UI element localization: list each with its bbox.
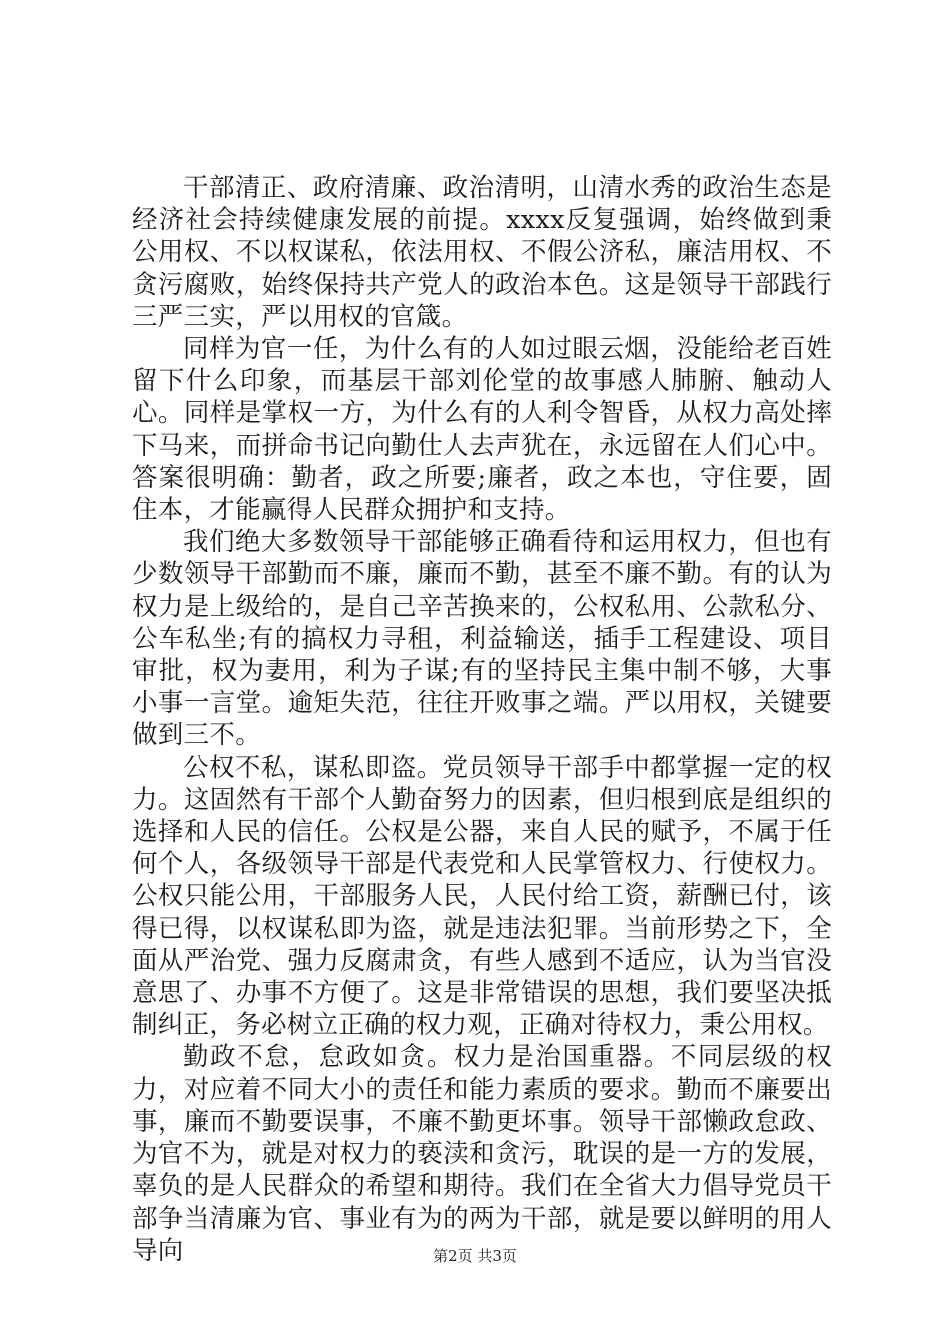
paragraph-5: 勤政不怠，怠政如贪。权力是治国重器。不同层级的权力，对应着不同大小的责任和能力素质的要求。勤而不廉要出事，廉而不勤要误事，不廉不勤更坏事。领导干部懒政怠政、为官不为，就是对权力的亵渎和贪污，耽误的是一方的发展，辜负的是人民群众的希望和期待。我们在全省大力倡导党员干部争当清廉为官、事业有为的两为干部，就是要以鲜明的用人导向 (132, 1042, 832, 1266)
page-footer (0, 1245, 950, 1266)
paragraph-2: 同样为官一任，为什么有的人如过眼云烟，没能给老百姓留下什么印象，而基层干部刘伦堂的故事感人肺腑、触动人心。同样是掌权一方，为什么有的人利令智昏，从权力高处摔下马来，而拼命书记向勤仕人去声犹在，永远留在人们心中。答案很明确：勤者，政之所要;廉者，政之本也，守住要，固住本，才能赢得人民群众拥护和支持。 (132, 334, 832, 526)
paragraph-4: 公权不私，谋私即盗。党员领导干部手中都掌握一定的权力。这固然有干部个人勤奋努力的因素，但归根到底是组织的选择和人民的信任。公权是公器，来自人民的赋予，不属于任何个人，各级领导干部是代表党和人民掌管权力、行使权力。公权只能公用，干部服务人民，人民付给工资，薪酬已付，该得已得，以权谋私即为盗，就是违法犯罪。当前形势之下，全面从严治党、强力反腐肃贪，有些人感到不适应，认为当官没意思了、办事不方便了。这是非常错误的思想，我们要坚决抵制纠正，务必树立正确的权力观，正确对待权力，秉公用权。 (132, 752, 832, 1041)
paragraph-1: 干部清正、政府清廉、政治清明，山清水秀的政治生态是经济社会持续健康发展的前提。xxxx反复强调，始终做到秉公用权、不以权谋私，依法用权、不假公济私，廉洁用权、不贪污腐败，始终保持共产党人的政治本色。这是领导干部践行三严三实，严以用权的官箴。 (132, 173, 832, 332)
page-number: 第2页 共3页 (433, 1247, 517, 1265)
document-body (132, 172, 832, 1267)
paragraph-3: 我们绝大多数领导干部能够正确看待和运用权力，但也有少数领导干部勤而不廉，廉而不勤，甚至不廉不勤。有的认为权力是上级给的，是自己辛苦换来的，公权私用、公款私分、公车私坐;有的搞权力寻租，利益输送，插手工程建设、项目审批，权为妻用，利为子谋;有的坚持民主集中制不够，大事小事一言堂。逾矩失范，往往开败事之端。严以用权，关键要做到三不。 (132, 527, 832, 751)
